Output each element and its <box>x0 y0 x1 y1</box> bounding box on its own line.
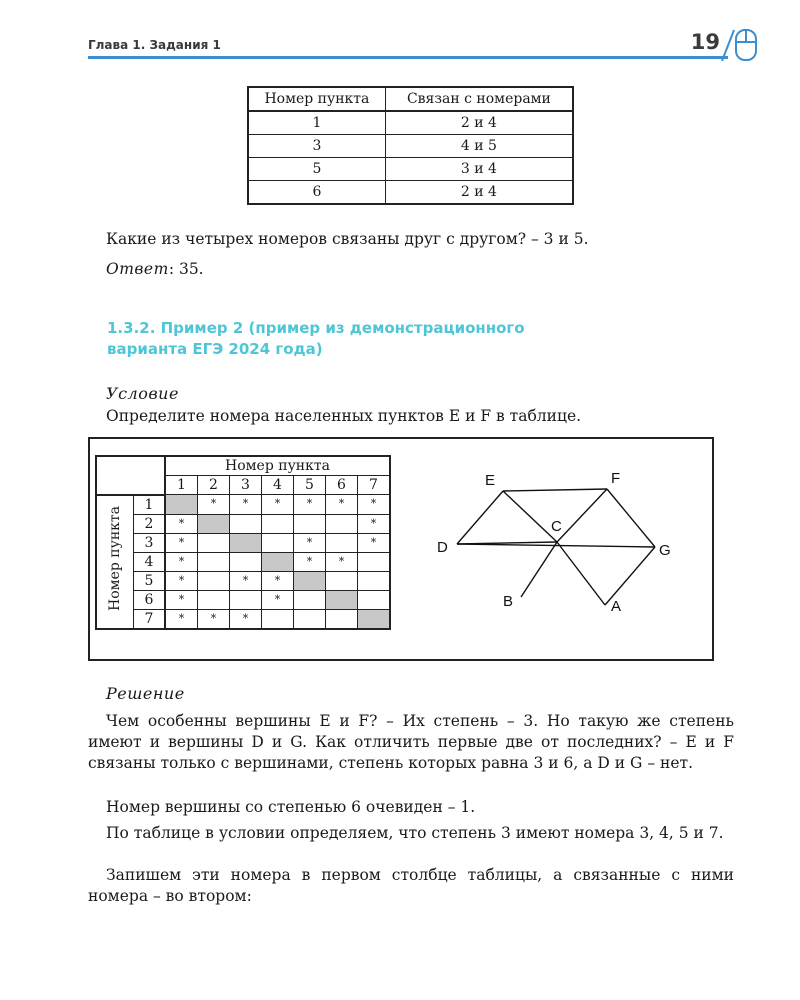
table-cell: * <box>230 495 262 515</box>
table-header: Номер пункта <box>248 87 385 111</box>
table-cell: * <box>294 552 326 571</box>
table-cell <box>262 609 294 629</box>
table-corner <box>96 456 165 495</box>
table-cell <box>326 533 358 552</box>
table-cell: * <box>294 495 326 515</box>
solution-label: Решение <box>106 684 185 703</box>
row-header: 3 <box>134 533 166 552</box>
table-cell: * <box>358 533 391 552</box>
table-cell: * <box>198 495 230 515</box>
table-cell: * <box>358 514 391 533</box>
table-cell: * <box>165 514 198 533</box>
edge-e-d <box>457 491 503 544</box>
table-cell: 2 и 4 <box>385 111 573 135</box>
table-row <box>96 514 390 533</box>
node-label-f: F <box>611 470 621 487</box>
table-cell: * <box>165 571 198 590</box>
table-cell <box>198 571 230 590</box>
table-cell: * <box>262 571 294 590</box>
row-group-label: Номер пункта <box>107 506 123 611</box>
table-cell <box>326 514 358 533</box>
table-cell: * <box>165 609 198 629</box>
row-header: 7 <box>134 609 166 629</box>
table-cell: * <box>165 552 198 571</box>
table-cell: 5 <box>248 158 385 181</box>
figure-box <box>88 437 714 661</box>
graph-diagram <box>435 461 675 611</box>
table-cell: * <box>358 495 391 515</box>
diagonal-cell <box>294 571 326 590</box>
diagonal-cell <box>198 514 230 533</box>
mouse-icon <box>720 22 760 62</box>
section-title-line: варианта ЕГЭ 2024 года) <box>107 340 323 358</box>
diagonal-cell <box>165 495 198 515</box>
table-row <box>248 158 573 181</box>
node-label-g: G <box>659 542 671 559</box>
table-cell <box>230 552 262 571</box>
table-cell: 3 и 4 <box>385 158 573 181</box>
table-row <box>248 111 573 135</box>
column-header: 5 <box>294 476 326 495</box>
diagonal-cell <box>230 533 262 552</box>
edge-d-c <box>457 542 557 544</box>
edge-c-a <box>557 542 605 605</box>
diagonal-cell <box>358 609 391 629</box>
chapter-title: Глава 1. Задания 1 <box>88 38 221 52</box>
solution-paragraph-4: Запишем эти номера в первом столбце таблицы, а связанные с ними номера – во втором: <box>88 866 734 905</box>
node-label-d: D <box>437 539 448 556</box>
table-row <box>96 495 390 515</box>
column-group-label: Номер пункта <box>165 456 390 476</box>
table-row <box>96 533 390 552</box>
edge-g-a <box>605 547 655 605</box>
table-cell: 4 и 5 <box>385 135 573 158</box>
connections-table <box>247 86 574 205</box>
table-header: Связан с номерами <box>385 87 573 111</box>
table-cell <box>358 552 391 571</box>
page-header <box>88 0 760 62</box>
table-cell <box>326 571 358 590</box>
node-label-b: B <box>503 593 514 610</box>
answer-value: : 35. <box>168 260 204 278</box>
table-cell <box>198 533 230 552</box>
table-cell: 6 <box>248 181 385 205</box>
header-rule <box>88 56 728 59</box>
table-cell: * <box>198 609 230 629</box>
table-cell: * <box>262 495 294 515</box>
table-cell <box>262 533 294 552</box>
column-header: 6 <box>326 476 358 495</box>
column-header: 4 <box>262 476 294 495</box>
table-row <box>248 181 573 205</box>
column-header: 7 <box>358 476 391 495</box>
answer-label: Ответ <box>106 260 169 278</box>
edge-f-g <box>607 489 655 547</box>
diagonal-cell <box>262 552 294 571</box>
table-cell <box>230 514 262 533</box>
table-cell <box>262 514 294 533</box>
table-cell: * <box>230 571 262 590</box>
edge-f-c <box>557 489 607 542</box>
table-cell <box>358 571 391 590</box>
table-row <box>96 571 390 590</box>
table-cell: * <box>165 590 198 609</box>
node-label-a: A <box>611 598 622 611</box>
section-title-line: 1.3.2. Пример 2 (пример из демонстрационного <box>107 319 525 337</box>
table-cell: 1 <box>248 111 385 135</box>
table-cell: 2 и 4 <box>385 181 573 205</box>
table-cell <box>358 590 391 609</box>
condition-label: Условие <box>106 384 179 403</box>
question-text: Какие из четырех номеров связаны друг с другом? – 3 и 5. <box>106 230 589 248</box>
table-row <box>96 552 390 571</box>
column-header: 2 <box>198 476 230 495</box>
table-cell <box>294 609 326 629</box>
row-header: 4 <box>134 552 166 571</box>
row-header: 5 <box>134 571 166 590</box>
edge-c-b <box>521 542 557 597</box>
node-label-c: C <box>551 518 562 535</box>
adjacency-table <box>95 455 391 630</box>
table-cell <box>294 514 326 533</box>
table-cell <box>198 552 230 571</box>
page-number: 19 <box>690 30 720 54</box>
row-group-label-cell <box>96 495 134 629</box>
edge-e-c <box>503 491 557 542</box>
edge-e-f <box>503 489 607 491</box>
table-cell: * <box>294 533 326 552</box>
table-cell <box>326 609 358 629</box>
solution-paragraph-2: Номер вершины со степенью 6 очевиден – 1. <box>106 798 476 816</box>
row-header: 2 <box>134 514 166 533</box>
table-cell: 3 <box>248 135 385 158</box>
table-row <box>96 590 390 609</box>
diagonal-cell <box>326 590 358 609</box>
column-header: 1 <box>165 476 198 495</box>
table-cell <box>294 590 326 609</box>
table-cell: * <box>326 495 358 515</box>
condition-text: Определите номера населенных пунктов E и F в таблице. <box>106 407 582 425</box>
table-cell: * <box>326 552 358 571</box>
answer-line <box>88 259 734 280</box>
table-cell: * <box>165 533 198 552</box>
table-cell: * <box>262 590 294 609</box>
node-label-e: E <box>485 472 496 489</box>
column-header: 3 <box>230 476 262 495</box>
row-header: 1 <box>134 495 166 515</box>
adjacency-table-wrap <box>95 455 391 630</box>
table-row <box>248 135 573 158</box>
row-header: 6 <box>134 590 166 609</box>
table-row <box>96 609 390 629</box>
solution-paragraph-3: По таблице в условии определяем, что степень 3 имеют номера 3, 4, 5 и 7. <box>106 824 724 842</box>
table-cell <box>230 590 262 609</box>
section-title <box>107 318 627 360</box>
solution-paragraph-1: Чем особенны вершины E и F? – Их степень – 3. Но такую же степень имеют и вершины D и G. Как отличить первые две от последних? – E и F связаны только с вершинами, степень которых равна 3 и 6, а D и G – нет. <box>88 712 734 772</box>
table-cell: * <box>230 609 262 629</box>
table-cell <box>198 590 230 609</box>
